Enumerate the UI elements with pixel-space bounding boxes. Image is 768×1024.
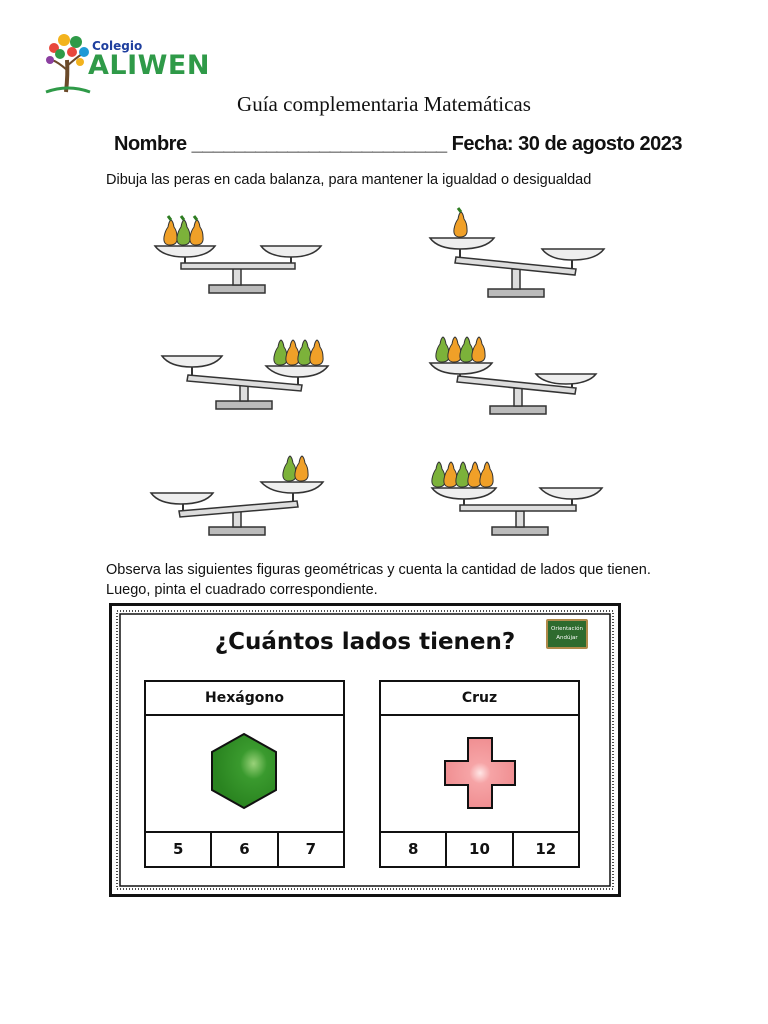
instruction-shapes [106,560,706,600]
page-title: Guía complementaria Matemáticas [237,92,531,116]
balance-1 [145,205,345,305]
answer-option[interactable]: 6 [210,833,276,866]
instruction-balances: Dibuja las peras en cada balanza, para mantener la igualdad o desigualdad [106,172,592,188]
badge-line-2: Andújar [556,635,578,641]
balance-2 [422,205,622,305]
instruction-line-2: Luego, pinta el cuadrado correspondiente. [106,582,378,598]
hexagon-icon [210,732,278,810]
logo-big-text: ALIWEN [88,50,210,81]
pear-icon [274,340,323,365]
answer-options [381,831,578,866]
balance-4 [422,322,622,422]
name-date-line: Nombre ________________________ Fecha: 30 de agosto 2023 [114,133,682,155]
answer-option[interactable]: 7 [277,833,343,866]
balance-3 [152,325,352,425]
shape-card-cross [379,680,580,868]
pear-icon [432,462,493,487]
answer-options [146,831,343,866]
balance-6 [422,445,622,545]
worksheet-title: ¿Cuántos lados tienen? [214,629,516,655]
logo-small-text: Colegio [92,39,143,53]
cross-icon [443,736,517,810]
answer-option[interactable]: 8 [407,840,419,858]
pear-icon [454,208,467,237]
answer-option[interactable]: 5 [172,840,184,858]
balance-5 [145,445,345,545]
pear-icon [436,337,485,362]
instruction-line-1: Observa las siguientes figuras geométricas y cuenta la cantidad de lados que tienen. [106,562,651,578]
shapes-worksheet [109,603,621,897]
answer-option[interactable]: 12 [512,833,578,866]
orientacion-andujar-badge [546,619,588,649]
answer-option[interactable]: 10 [445,833,511,866]
shape-card-hexagon [144,680,345,868]
tree-logo-icon [44,30,92,96]
shape-name: Cruz [381,682,578,716]
pear-icon [164,216,203,245]
badge-line-1: Orientación [551,626,583,632]
shape-name: Hexágono [146,682,343,716]
pear-icon [283,456,308,481]
school-logo [44,30,210,96]
